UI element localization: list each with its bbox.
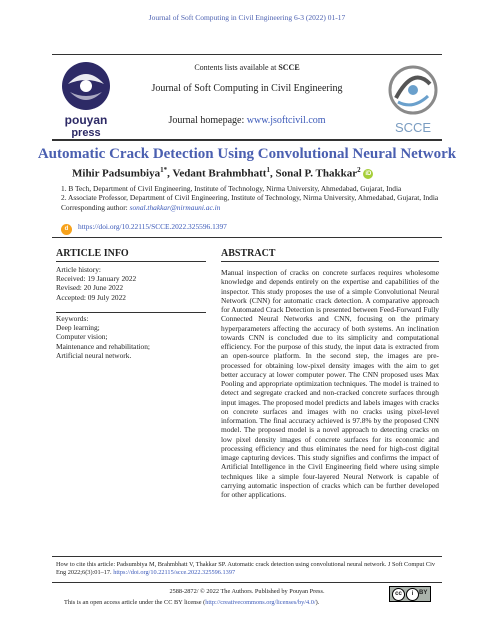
license-suffix: ). xyxy=(315,599,320,606)
history-line: Revised: 20 June 2022 xyxy=(56,283,124,293)
keyword-line: Computer vision; xyxy=(56,332,108,342)
logo-text-press: press xyxy=(71,127,101,138)
keyword-line: Maintenance and rehabilitation; xyxy=(56,341,150,351)
attribution-icon: i xyxy=(406,588,419,601)
affiliation-1: 1. B Tech, Department of Civil Engineering, Institute of Technology, Nirma University, Ahmedabad, Gujarat, India xyxy=(61,184,402,193)
citation-text: How to cite this article: Padsumbiya M, Brahmbhatt V, Thakkar SP. Automatic crack detection using convolutional neural network. J Soft Comput Civ Eng 2022;6(3):01–17. xyxy=(56,561,435,577)
contents-line xyxy=(0,63,494,72)
abstract-rule xyxy=(221,261,439,262)
corresponding-email[interactable]: sonal.thakkar@nirmauni.ac.in xyxy=(129,202,221,212)
contents-journal: SCCE xyxy=(278,63,300,72)
citation-doi-link[interactable]: https://doi.org/10.22115/scce.2022.325596.1397 xyxy=(113,569,236,577)
author-list: Mihir Padsumbiya$^{1*}$, Vedant Brahmbhatt$^1$, Sonal P. Thakkar$^2$ iD xyxy=(72,166,372,180)
corresponding-author xyxy=(61,203,441,212)
author-affil-mark: 1 xyxy=(266,166,270,174)
paper-title: Automatic Crack Detection Using Convolutional Neural Network xyxy=(37,146,457,162)
history-line: Article history: xyxy=(56,265,101,274)
cc-by-label: BY xyxy=(419,590,428,596)
scce-logo xyxy=(384,62,442,138)
citation-rule xyxy=(52,556,442,557)
affiliations xyxy=(61,184,441,212)
section-divider xyxy=(52,237,442,238)
issn-copyright: 2588-2872/ © 2022 The Authors. Published by Pouyan Press. xyxy=(169,588,325,595)
homepage-line xyxy=(0,115,494,126)
logo-text-pouyan: pouyan xyxy=(64,113,108,127)
author-name: Vedant Brahmbhatt xyxy=(172,167,267,180)
doi-icon: d xyxy=(61,224,72,235)
contents-prefix: Contents lists available at xyxy=(194,63,279,72)
running-header: Journal of Soft Computing in Civil Engineering 6-3 (2022) 01-17 xyxy=(148,13,346,22)
article-history xyxy=(56,265,136,302)
how-to-cite xyxy=(56,561,442,577)
article-info-heading: ARTICLE INFO xyxy=(56,248,129,259)
history-line: Accepted: 09 July 2022 xyxy=(56,292,126,302)
cc-icon: cc xyxy=(392,588,405,601)
doi-link[interactable]: https://doi.org/10.22115/SCCE.2022.325596.1397 xyxy=(78,222,227,231)
article-info-rule xyxy=(56,261,206,262)
history-line: Received: 19 January 2022 xyxy=(56,274,137,284)
keywords xyxy=(56,314,150,360)
license-prefix: This is an open access article under the CC BY license ( xyxy=(64,599,206,606)
author-name: Mihir Padsumbiya xyxy=(72,167,161,180)
masthead-bottom-rule xyxy=(52,139,442,141)
journal-title: Journal of Soft Computing in Civil Engineering xyxy=(151,83,343,94)
license-line xyxy=(64,599,319,606)
orcid-icon[interactable]: iD xyxy=(365,170,372,177)
abstract-heading: ABSTRACT xyxy=(221,248,276,259)
author-affil-mark: 2 xyxy=(357,166,361,174)
masthead-top-rule xyxy=(52,54,442,55)
keywords-rule xyxy=(56,312,206,313)
license-link[interactable]: http://creativecommons.org/licenses/by/4.0/ xyxy=(205,599,316,606)
abstract-text: Manual inspection of cracks on concrete surfaces requires wholesome knowledge and depends entirely on the expertise and capabilities of the inspector. This study proposes the use of a simple Convolutional Neural Network (CNN) for automatic crack detection. A comparative approach for Automated Crack Detection is presented between Feed-Forward Fully Connected Neural Networks and CNN, focusing on the primary hyperparameters affecting the accuracy of both systems. An inclination towards CNN is concluded due to its simplicity and computational efficiency. For the purpose of this study, the input data is extracted from an open-source platform. In the second step, the images are pre-processed for obtaining low-pixel density images with the aim to get better accuracy at lower computer power. The CNN proposed uses Max Pooling and appropriate optimization techniques. The model is trained to detect and segregate cracked and non-cracked concrete surfaces through input images. The proposed model predicts and labels images with cracks on concrete surfaces and images with no cracks using pixel-level information. The final accuracy achieved is 97.8% by the proposed CNN model. The proposed model is a novel approach to detecting cracks on low pixel density images of concrete surfaces for its economic and processing efficiency and thus eliminates the need for high-cost digital image capturing devices. This study signifies and confirms the impact of Artificial Intelligence in the Civil Engineering field where using simple techniques like a simple four-layered Neural Network is capable of carrying automatic inspection of cracks which can be further developed for other applications. xyxy=(221,268,439,499)
author-affil-mark: 1* xyxy=(160,166,168,174)
homepage-link[interactable]: www.jsoftcivil.com xyxy=(246,115,326,126)
affiliation-2: 2. Associate Professor, Department of Civil Engineering, Institute of Technology, Nirma University, Ahmedabad, Gujarat, India xyxy=(61,193,439,203)
corresponding-prefix: Corresponding author: xyxy=(61,202,130,212)
keyword-line: Deep learning; xyxy=(56,323,100,333)
logo-text-scce: SCCE xyxy=(394,120,432,135)
keyword-line: Keywords: xyxy=(56,314,89,323)
cc-by-badge-icon[interactable] xyxy=(389,586,431,602)
footer-rule xyxy=(52,582,442,583)
author-name: Sonal P. Thakkar xyxy=(275,167,358,180)
homepage-prefix: Journal homepage: xyxy=(168,115,247,126)
doi-row xyxy=(61,222,227,235)
keyword-line: Artificial neural network. xyxy=(56,350,132,360)
